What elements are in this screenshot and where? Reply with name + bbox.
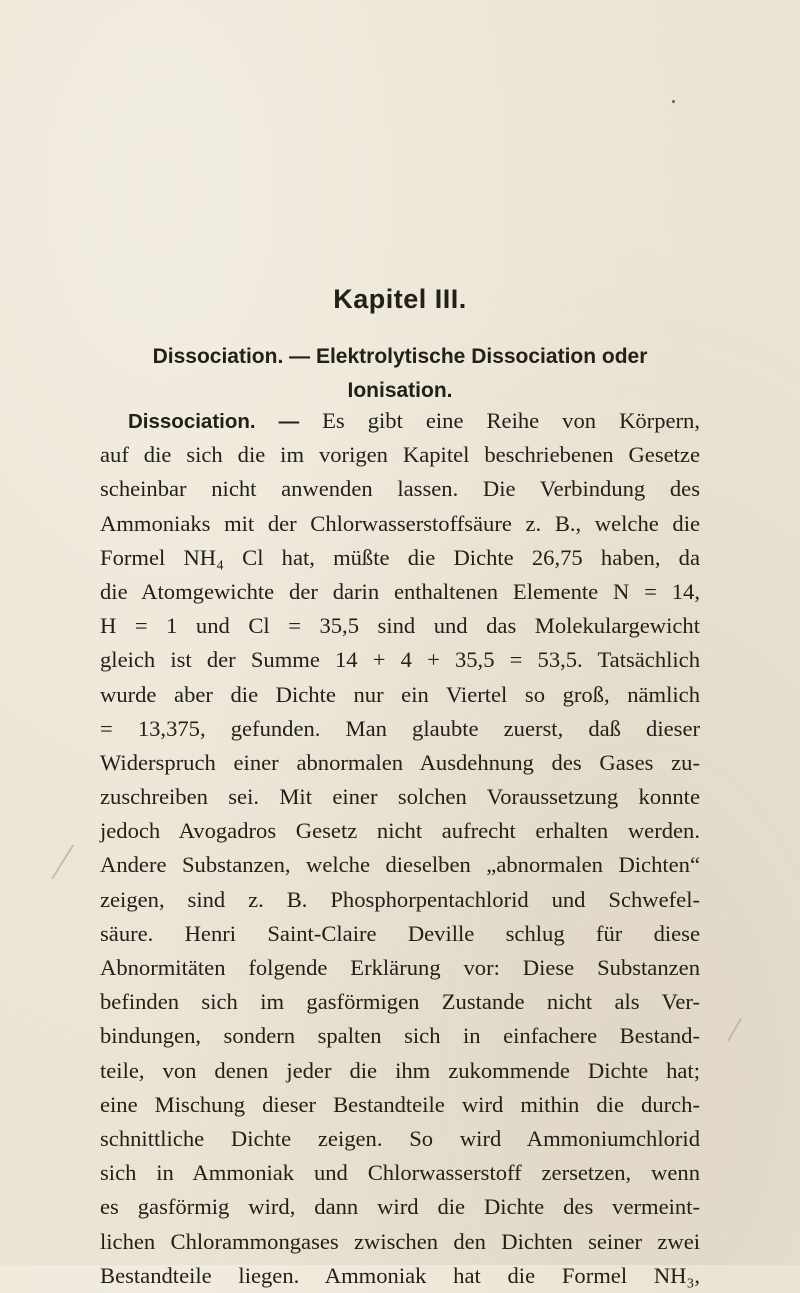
paragraph-line: befinden sich im gasförmigen Zustande nicht als Ver- (100, 989, 700, 1015)
paragraph-line: Abnormitäten folgende Erklärung vor: Diese Substanzen (100, 955, 700, 980)
paragraph-line: Bestandteile liegen. Ammoniak hat die Formel NH₃, (100, 1262, 700, 1288)
paragraph-line: lichen Chlorammongases zwischen den Dichten seiner zwei (100, 1228, 700, 1254)
paragraph-line-text: Es gibt eine Reihe von Körpern, (299, 408, 701, 433)
paragraph-line: Formel NH₄ Cl hat, müßte die Dichte 26,75 haben, da (100, 544, 700, 570)
pencil-mark-left (51, 845, 74, 880)
ink-speck (672, 100, 675, 103)
body-paragraph (100, 404, 700, 1293)
paragraph-line: gleich ist der Summe 14 + 4 + 35,5 = 53,5. Tatsächlich (100, 647, 700, 673)
paragraph-line: jedoch Avogadros Gesetz nicht aufrecht erhalten werden. (100, 818, 700, 844)
paragraph-line: es gasförmig wird, dann wird die Dichte des vermeint- (100, 1194, 700, 1220)
paragraph-line: Andere Substanzen, welche dieselben „abnormalen Dichten“ (100, 852, 700, 878)
paragraph-line: sich in Ammoniak und Chlorwasserstoff zersetzen, wenn (100, 1160, 700, 1186)
pencil-mark-right (727, 1018, 742, 1042)
paragraph-line: die Atomgewichte der darin enthaltenen Elemente N = 14, (100, 578, 700, 604)
paragraph-line: zeigen, sind z. B. Phosphorpentachlorid und Schwefel- (100, 886, 700, 912)
paragraph-line: teile, von denen jeder die ihm zukommende Dichte hat; (100, 1057, 700, 1083)
paragraph-line: schnittliche Dichte zeigen. So wird Ammoniumchlorid (100, 1125, 700, 1151)
paragraph-line: eine Mischung dieser Bestandteile wird mithin die durch- (100, 1091, 700, 1117)
section-title (100, 340, 700, 408)
paragraph-line: scheinbar nicht anwenden lassen. Die Verbindung des (100, 476, 700, 502)
chapter-heading: Kapitel III. (333, 284, 467, 314)
paragraph-line: bindungen, sondern spalten sich in einfachere Bestand- (100, 1023, 700, 1049)
paragraph-lead: Dissociation. — (128, 410, 300, 433)
section-title-line-1: Dissociation. — Elektrolytische Dissociation oder (152, 345, 648, 368)
paragraph-line (100, 404, 700, 438)
section-title-line-2: Ionisation. (347, 379, 453, 402)
paragraph-line: Widerspruch einer abnormalen Ausdehnung des Gases zu- (100, 749, 700, 775)
paragraph-line: zuschreiben sei. Mit einer solchen Voraussetzung konnte (100, 784, 700, 810)
paragraph-line: säure. Henri Saint-Claire Deville schlug für diese (100, 920, 700, 946)
paragraph-line: H = 1 und Cl = 35,5 sind und das Molekulargewicht (100, 613, 700, 639)
paragraph-line: Ammoniaks mit der Chlorwasserstoffsäure z. B., welche die (100, 510, 700, 536)
paragraph-line: auf die sich die im vorigen Kapitel beschriebenen Gesetze (100, 442, 700, 468)
paragraph-line: = 13,375, gefunden. Man glaubte zuerst, daß dieser (100, 715, 700, 741)
paragraph-line: wurde aber die Dichte nur ein Viertel so groß, nämlich (100, 681, 700, 707)
